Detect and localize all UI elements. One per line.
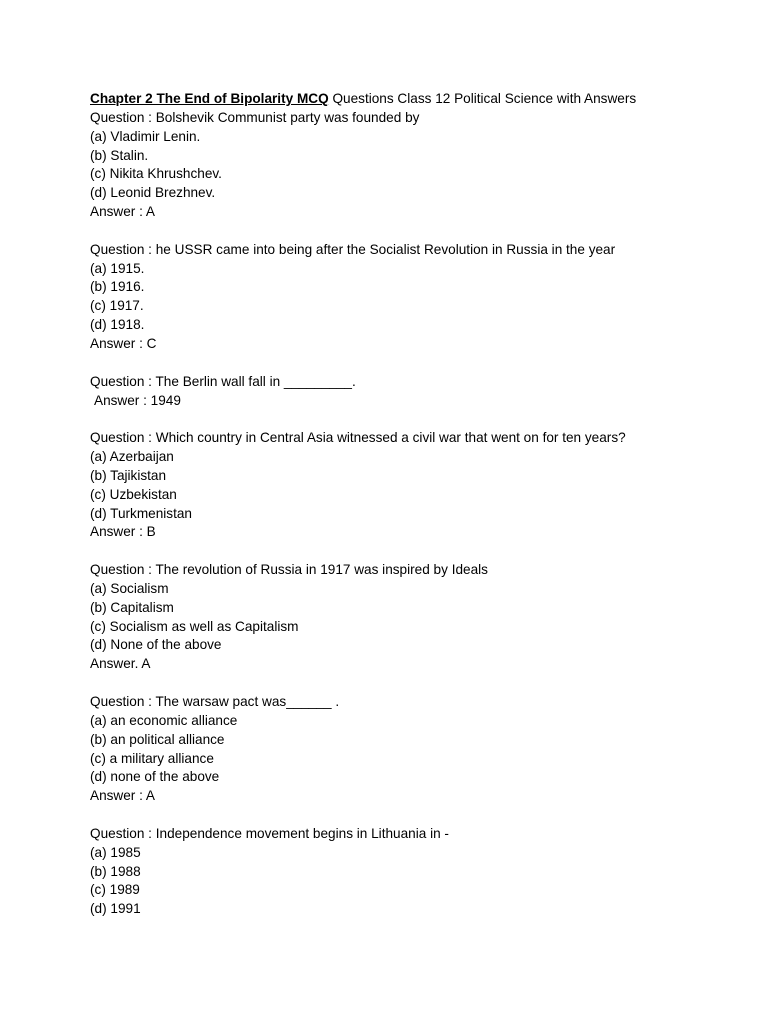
option-b: (b) 1988: [90, 863, 141, 879]
question-text: Question : Bolshevik Communist party was founded by: [90, 109, 420, 125]
option-d: (d) none of the above: [90, 769, 220, 785]
option-c: (c) Uzbekistan: [90, 486, 177, 502]
answer-text: Answer : A: [90, 204, 155, 220]
question-block-2: [90, 241, 730, 354]
spacer: [90, 542, 730, 561]
spacer: [90, 410, 730, 429]
question-block-4: [90, 429, 730, 542]
question-text: Question : Independence movement begins in Lithuania in -: [90, 825, 449, 841]
option-c: (c) 1989: [90, 882, 140, 898]
option-b: (b) Tajikistan: [90, 467, 167, 483]
question-text: Question : Which country in Central Asia witnessed a civil war that went on for ten years?: [90, 430, 626, 446]
document-page: [90, 90, 730, 919]
spacer: [90, 674, 730, 693]
question-block-3: [90, 373, 730, 411]
option-b: (b) Stalin.: [90, 147, 149, 163]
spacer: [90, 222, 730, 241]
option-a: (a) 1985: [90, 844, 141, 860]
document-title-bold: Chapter 2 The End of Bipolarity MCQ: [90, 91, 329, 106]
option-c: (c) Socialism as well as Capitalism: [90, 618, 299, 634]
answer-text: Answer : B: [90, 524, 156, 540]
option-a: (a) Socialism: [90, 580, 169, 596]
option-d: (d) 1991: [90, 901, 141, 917]
question-text: Question : The warsaw pact was______ .: [90, 694, 340, 709]
option-b: (b) an political alliance: [90, 731, 225, 747]
question-block-6: [90, 693, 730, 806]
answer-text: Answer : 1949: [94, 392, 181, 408]
option-d: (d) Leonid Brezhnev.: [90, 185, 216, 201]
option-c: (c) a military alliance: [90, 750, 214, 766]
option-a: (a) Azerbaijan: [90, 449, 174, 465]
document-title: [90, 90, 730, 109]
question-block-1: [90, 109, 730, 222]
question-block-5: [90, 561, 730, 674]
answer-text: Answer : C: [90, 335, 157, 351]
spacer: [90, 354, 730, 373]
question-text: Question : The revolution of Russia in 1917 was inspired by Ideals: [90, 562, 488, 578]
option-b: (b) Capitalism: [90, 599, 174, 615]
question-text: Question : The Berlin wall fall in _________.: [90, 373, 356, 389]
option-b: (b) 1916.: [90, 279, 145, 295]
option-c: (c) Nikita Khrushchev.: [90, 166, 222, 182]
option-a: (a) 1915.: [90, 260, 145, 276]
option-d: (d) Turkmenistan: [90, 505, 192, 521]
option-a: (a) Vladimir Lenin.: [90, 128, 201, 144]
question-text: Question : he USSR came into being after the Socialist Revolution in Russia in the year: [90, 241, 616, 257]
option-d: (d) 1918.: [90, 317, 145, 333]
question-block-7: [90, 825, 730, 919]
option-d: (d) None of the above: [90, 637, 222, 653]
spacer: [90, 806, 730, 825]
option-c: (c) 1917.: [90, 298, 144, 314]
answer-text: Answer. A: [90, 656, 151, 672]
answer-text: Answer : A: [90, 788, 155, 804]
option-a: (a) an economic alliance: [90, 712, 238, 728]
document-title-rest: Questions Class 12 Political Science with Answers: [328, 91, 637, 106]
